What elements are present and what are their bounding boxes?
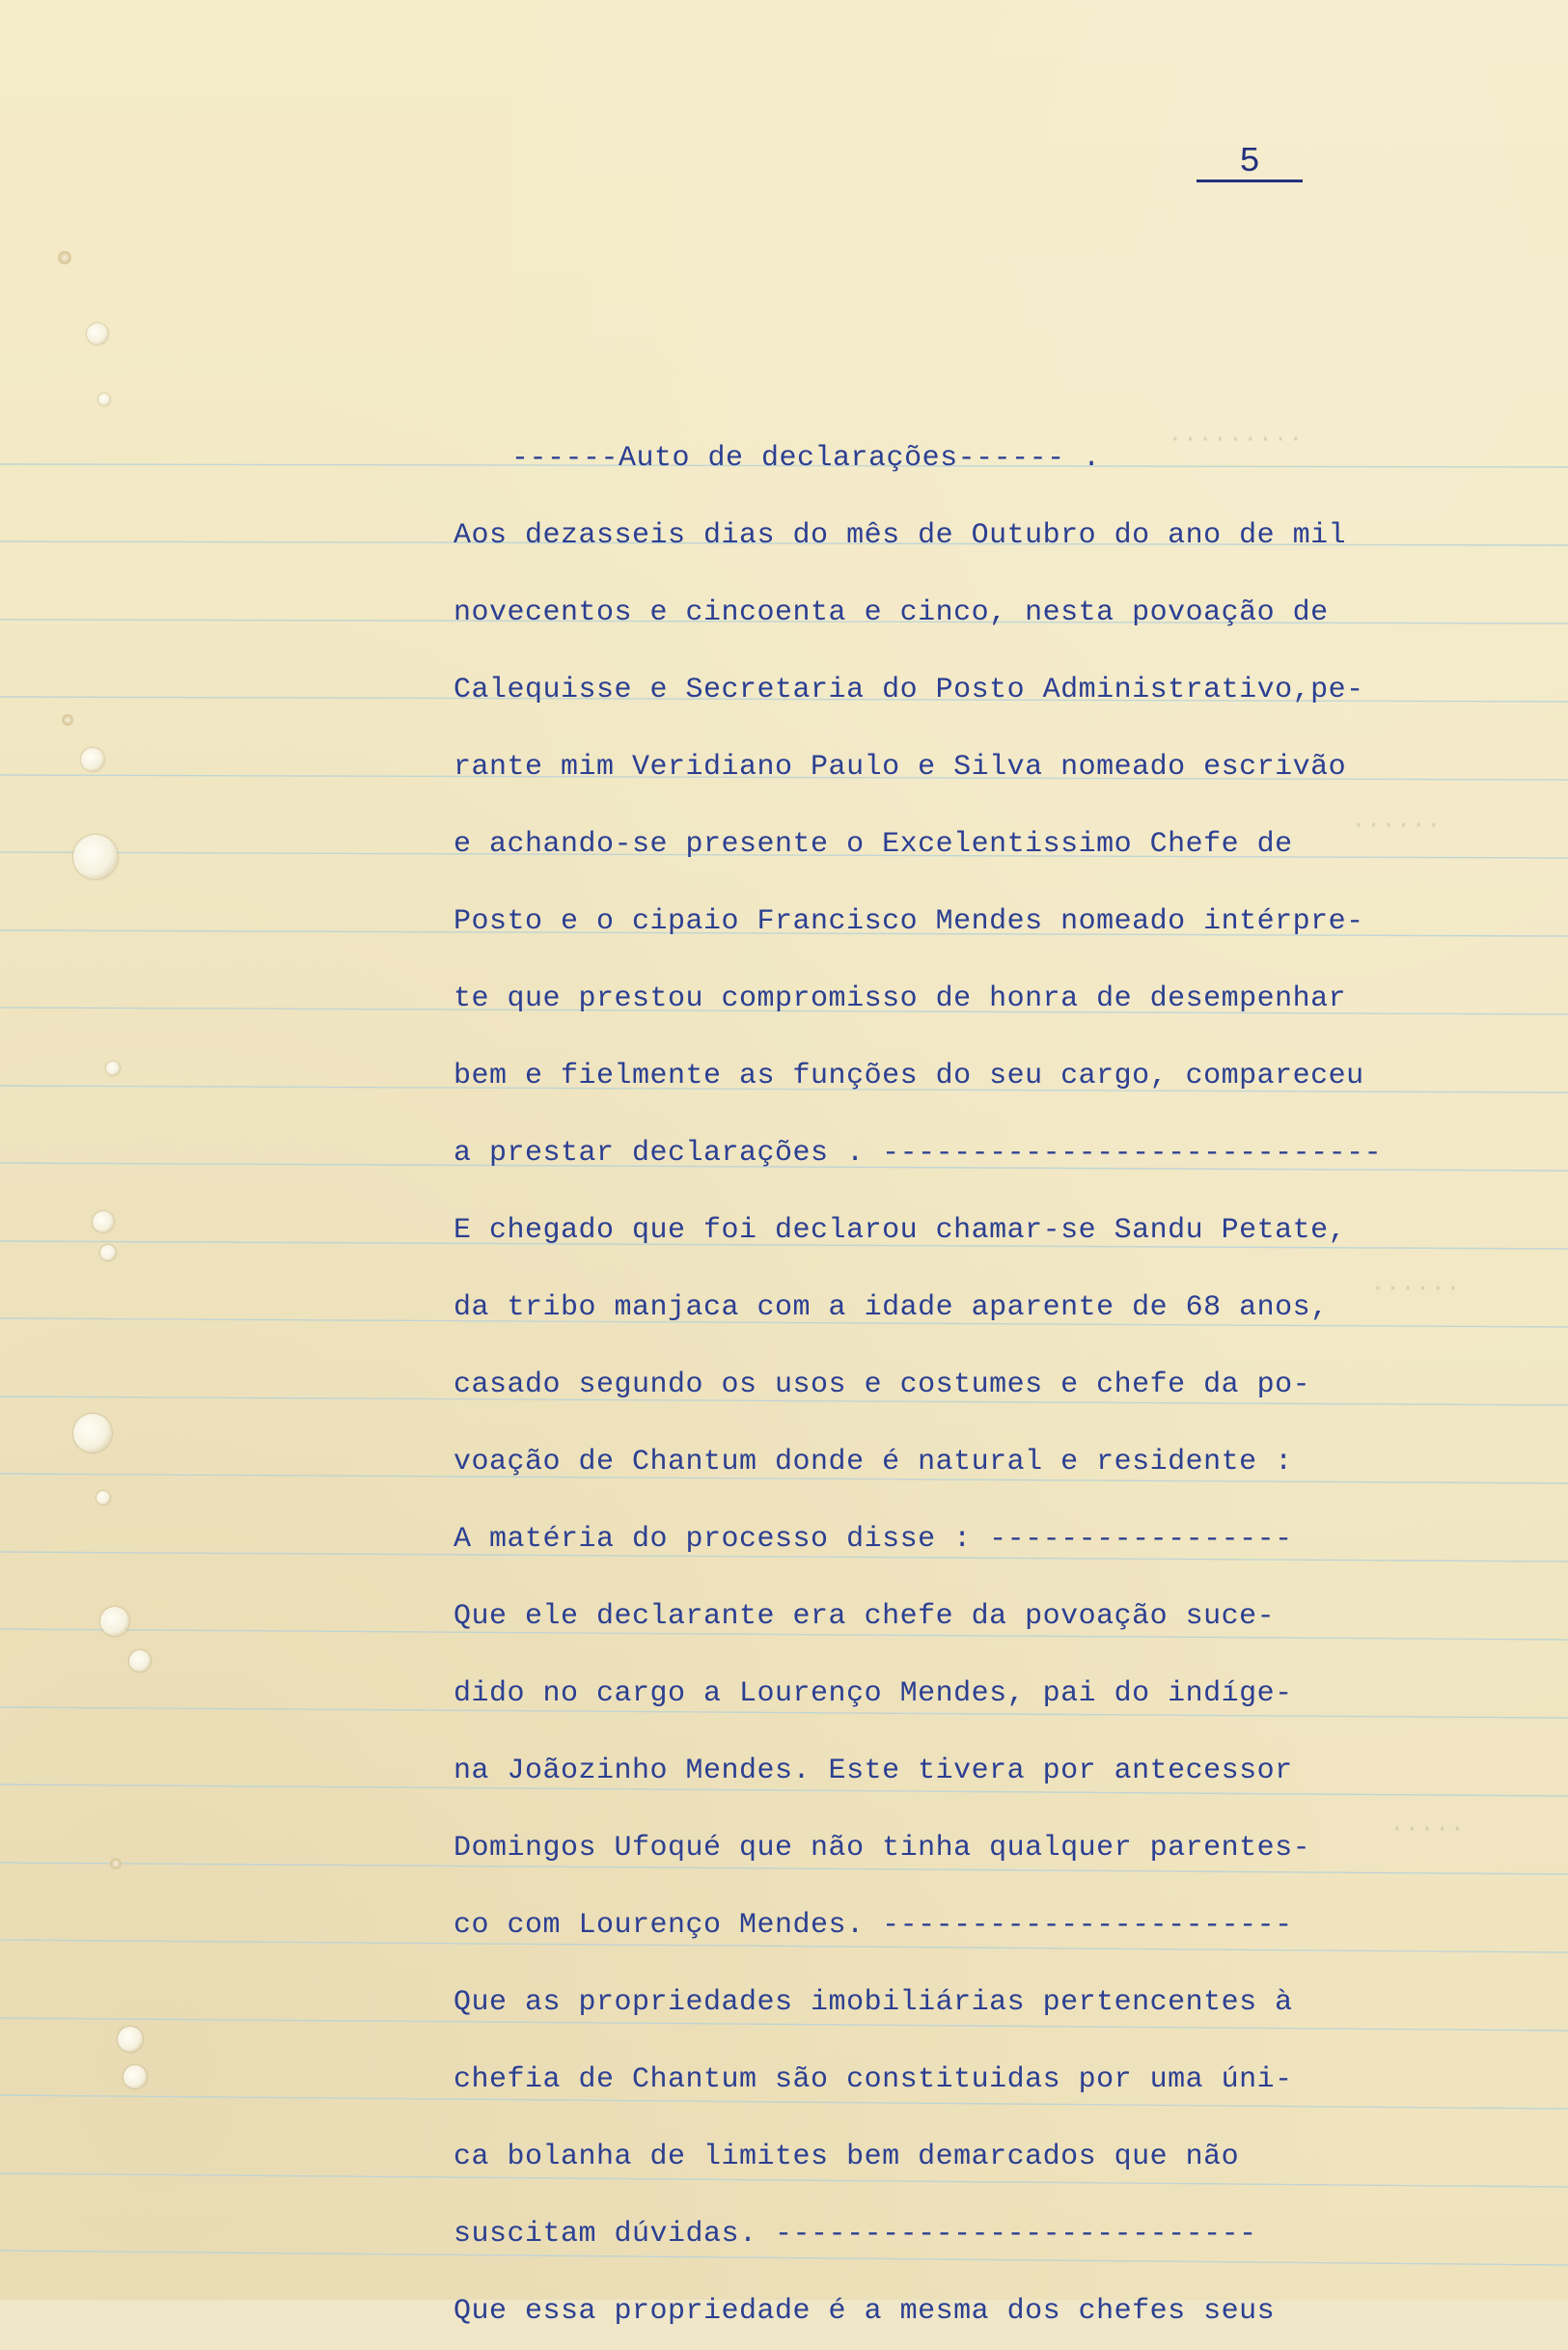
document-heading: ------Auto de declarações------ .: [511, 442, 1101, 475]
text-line: Posto e o cipaio Francisco Mendes nomeado intérpre-: [454, 905, 1364, 938]
binding-hole: [124, 2065, 147, 2088]
reverse-side-bleed: ·····: [1389, 1814, 1466, 1843]
text-line: e achando-se presente o Excelentissimo Chefe de: [454, 828, 1293, 861]
text-line: novecentos e cincoenta e cinco, nesta povoação de: [454, 596, 1329, 629]
paper-stain: [62, 714, 73, 726]
reverse-side-bleed: ······: [1370, 1274, 1461, 1303]
reverse-side-bleed: ·········: [1168, 425, 1304, 454]
reverse-side-bleed: ······: [1351, 811, 1442, 840]
text-line: Calequisse e Secretaria do Posto Administrativo,pe-: [454, 674, 1364, 706]
text-line: casado segundo os usos e costumes e chefe da po-: [454, 1369, 1311, 1401]
text-line: da tribo manjaca com a idade aparente de 68 anos,: [454, 1291, 1329, 1324]
binding-hole: [73, 835, 118, 879]
binding-hole: [81, 748, 104, 771]
text-line: Que ele declarante era chefe da povoação suce-: [454, 1600, 1276, 1633]
text-line: rante mim Veridiano Paulo e Silva nomeado escrivão: [454, 751, 1347, 784]
text-line: Domingos Ufoqué que não tinha qualquer parentes-: [454, 1832, 1311, 1865]
paper-stain: [110, 1858, 122, 1869]
declaration-text: [454, 420, 1457, 2350]
binding-hole: [106, 1062, 120, 1075]
text-line: suscitam dúvidas. ---------------------------: [454, 2218, 1257, 2251]
text-line: ca bolanha de limites bem demarcados que não: [454, 2141, 1240, 2173]
text-line: Que as propriedades imobiliárias pertencentes à: [454, 1986, 1293, 2019]
binding-hole: [118, 2027, 143, 2052]
text-line: A matéria do processo disse : -----------------: [454, 1523, 1293, 1556]
text-line: Que essa propriedade é a mesma dos chefes seus: [454, 2295, 1276, 2328]
binding-hole: [100, 1607, 129, 1636]
binding-hole: [73, 1414, 112, 1452]
text-line: co com Lourenço Mendes. -----------------------: [454, 1909, 1293, 1942]
binding-hole: [93, 1211, 114, 1232]
text-line: voação de Chantum donde é natural e residente :: [454, 1446, 1293, 1479]
binding-hole: [98, 394, 110, 405]
binding-hole: [100, 1245, 116, 1260]
binding-hole: [87, 323, 108, 345]
text-line: Aos dezasseis dias do mês de Outubro do ano de mil: [454, 519, 1347, 552]
text-line: E chegado que foi declarou chamar-se Sandu Petate,: [454, 1214, 1347, 1247]
text-line: a prestar declarações . ----------------------------: [454, 1137, 1383, 1170]
text-line: chefia de Chantum são constituidas por uma úni-: [454, 2063, 1293, 2096]
binding-hole: [129, 1650, 151, 1672]
text-line: na Joãozinho Mendes. Este tivera por antecessor: [454, 1755, 1293, 1787]
binding-hole: [96, 1491, 110, 1505]
page-number: 5: [1197, 145, 1303, 182]
text-line: te que prestou compromisso de honra de desempenhar: [454, 982, 1347, 1015]
text-line: bem e fielmente as funções do seu cargo, compareceu: [454, 1060, 1364, 1092]
text-line: dido no cargo a Lourenço Mendes, pai do indíge-: [454, 1677, 1293, 1710]
paper-stain: [58, 251, 71, 264]
